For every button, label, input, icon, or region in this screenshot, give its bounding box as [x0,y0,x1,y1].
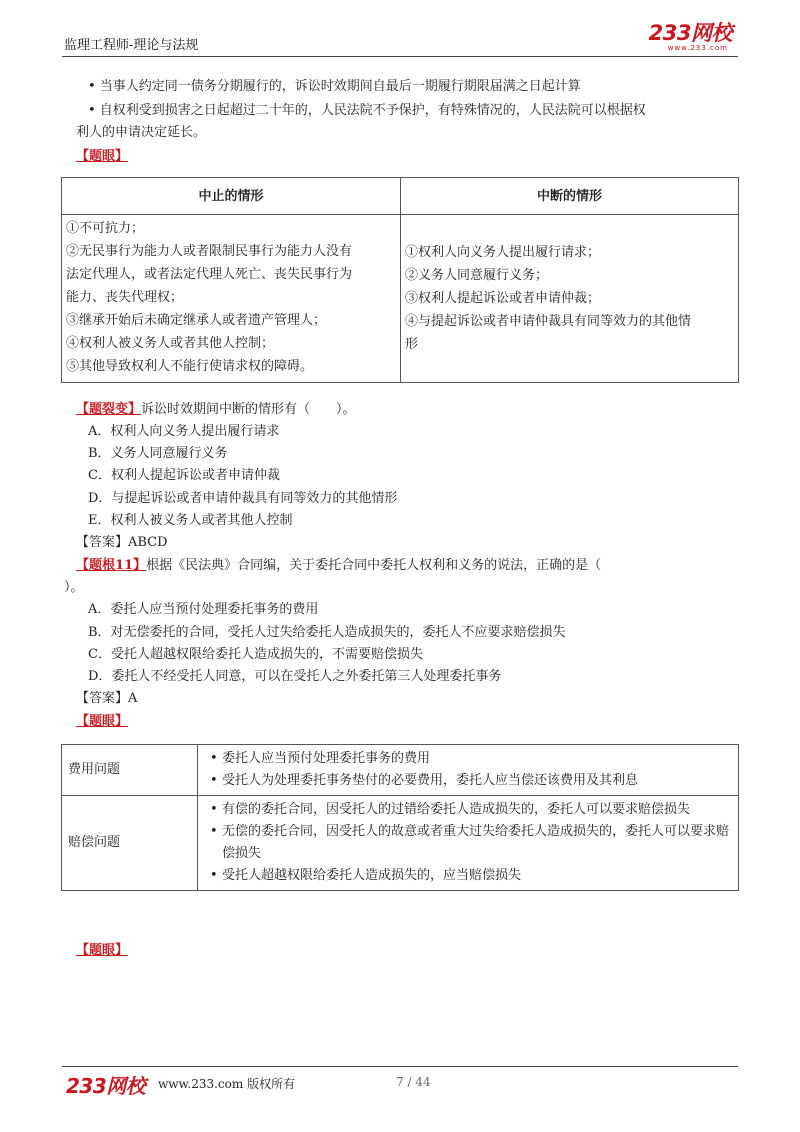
page-header [62,18,738,56]
list-item: ①权利人向义务人提出履行请求； [405,245,601,260]
page-footer [62,1066,738,1096]
question-tag: 【题裂变】 [76,402,142,417]
footer-logo: 233网校 [66,1074,146,1098]
table-header-row [62,178,739,215]
list-item: ④权利人被义务人或者其他人控制； [66,336,275,351]
list-item: • 有偿的委托合同，因受托人的过错给委托人造成损失的，委托人可以要求赔偿损失 [210,802,691,817]
option-d: D．委托人不经受托人同意，可以在受托人之外委托第三人处理委托事务 [88,669,502,684]
list-item: ②义务人同意履行义务； [405,268,549,283]
intro-bullet-1: • 当事人约定同一债务分期履行的，诉讼时效期间自最后一期履行期限届满之日起计算 [88,79,581,94]
answer-1: 【答案】ABCD [76,535,168,550]
list-item: • 受托人超越权限给委托人造成损失的，应当赔偿损失 [210,868,522,883]
tiyan-label: 【题眼】 [76,149,129,164]
table-row [62,745,739,796]
option-b: B．对无偿委托的合同，受托人过失给委托人造成损失的，委托人不应要求赔偿损失 [88,625,566,640]
logo-url: www.233.com [667,44,728,52]
option-b: B．义务人同意履行义务 [88,446,228,461]
option-d: D．与提起诉讼或者申请仲裁具有同等效力的其他情形 [88,491,398,506]
intro-bullet-2-line-2: 利人的申请决定延长。 [76,125,207,140]
brand-logo [649,22,732,52]
option-a: A．权利人向义务人提出履行请求 [88,424,280,439]
question-tag: 【题根11】 [76,558,147,573]
option-c: C．权利人提起诉讼或者申请仲裁 [88,468,280,483]
question-1 [76,399,356,420]
intro-bullet-2-line-1: • 自权利受到损害之日起超过二十年的，人民法院不予保护，有特殊情况的，人民法院可以根据权 [88,103,646,118]
header-interruption: 中断的情形 [401,178,739,215]
header-suspension: 中止的情形 [62,178,401,215]
header-title: 监理工程师-理论与法规 [64,38,199,53]
row-label-fees: 费用问题 [62,745,198,796]
list-item: • 受托人为处理委托事务垫付的必要费用，委托人应当偿还该费用及其利息 [210,773,639,788]
tiyan-label: 【题眼】 [76,714,129,729]
suspension-interruption-table [61,177,739,383]
option-c: C．受托人超越权限给委托人造成损失的，不需要赔偿损失 [88,647,423,662]
table-row [62,796,739,891]
page-number: 7 / 44 [396,1075,431,1089]
interruption-cell [401,215,739,383]
entrustment-table [61,744,739,891]
footer-divider [62,1066,738,1067]
header-divider [62,56,738,57]
question-text: 诉讼时效期间中断的情形有（ ）。 [141,402,356,417]
row-content-compensation [198,796,739,891]
suspension-cell [62,215,401,383]
list-item: ③权利人提起诉讼或者申请仲裁； [405,291,601,306]
table-row [62,215,739,383]
list-item: 法定代理人，或者法定代理人死亡、丧失民事行为 [66,267,353,282]
question-2-line-2: ）。 [64,580,84,595]
option-a: A．委托人应当预付处理委托事务的费用 [88,602,319,617]
option-e: E．权利人被义务人或者其他人控制 [88,513,293,528]
list-item: 能力、丧失代理权； [66,290,184,305]
question-2 [76,555,601,576]
list-item: ④与提起诉讼或者申请仲裁具有同等效力的其他情 [405,314,692,329]
row-label-compensation: 赔偿问题 [62,796,198,891]
tiyan-label: 【题眼】 [76,943,129,958]
answer-2: 【答案】A [76,691,138,706]
question-text: 根据《民法典》合同编，关于委托合同中委托人权利和义务的说法，正确的是（ [146,558,602,573]
list-item: 形 [405,337,419,352]
logo-text: 233网校 [648,21,732,45]
list-item: • 无偿的委托合同，因受托人的故意或者重大过失给委托人造成损失的，委托人可以要求赔偿损失 [210,824,730,861]
footer-copyright: www.233.com 版权所有 [158,1077,296,1091]
list-item: ①不可抗力； [66,221,145,236]
row-content-fees [198,745,739,796]
list-item: ③继承开始后未确定继承人或者遗产管理人； [66,313,327,328]
list-item: ②无民事行为能力人或者限制民事行为能力人没有 [66,244,353,259]
list-item: • 委托人应当预付处理委托事务的费用 [210,751,431,766]
list-item: ⑤其他导致权利人不能行使请求权的障碍。 [66,359,314,374]
